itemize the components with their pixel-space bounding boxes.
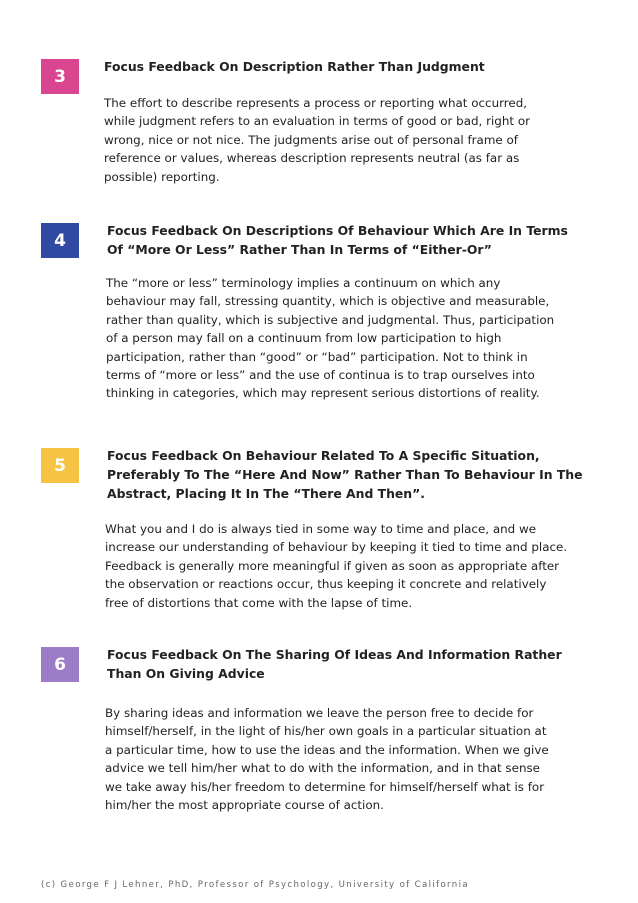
section-heading: Focus Feedback On The Sharing Of Ideas And Information Rather Than On Giving Advice bbox=[107, 647, 562, 681]
section-body: The effort to describe represents a process or reporting what occurred, while judgment refers to an evaluation in terms of good or bad, right or wrong, nice or not nice. The judgments arise out of personal frame of reference or values, whereas description represents neutral (as far as possible) reporting. bbox=[104, 96, 530, 184]
section-number-badge: 6 bbox=[41, 647, 79, 682]
section-number-badge: 4 bbox=[41, 223, 79, 258]
section-body: The “more or less” terminology implies a continuum on which any behaviour may fall, stressing quantity, which is objective and measurable, rather than quality, which is subjective and judgmental. Thus, participation of a person may fall on a continuum from low participation to high participation, rather than “good” or “bad” participation. Not to think in terms of “more or less” and the use of continua is to trap ourselves into thinking in categories, which may represent serious distortions of reality. bbox=[106, 276, 555, 401]
copyright-footer: (c) George F J Lehner, PhD, Professor of Psychology, University of California bbox=[41, 880, 469, 890]
section-body: What you and I do is always tied in some way to time and place, and we increase our understanding of behaviour by keeping it tied to time and place. Feedback is generally more meaningful if given as soon as appropriate after the observation or reactions occur, thus keeping it concrete and relatively free of distortions that come with the lapse of time. bbox=[105, 522, 568, 610]
section-body: By sharing ideas and information we leave the person free to decide for himself/herself, in the light of his/her own goals in a particular situation at a particular time, how to use the ideas and the information. When we give advice we tell him/her what to do with the information, and in that sense we take away his/her freedom to determine for himself/herself what is for him/her the most appropriate course of action. bbox=[105, 706, 549, 813]
section-heading: Focus Feedback On Descriptions Of Behaviour Which Are In Terms Of “More Or Less” Rather Than In Terms of “Either-Or” bbox=[107, 223, 568, 257]
section-number-badge: 3 bbox=[41, 59, 79, 94]
section-number-badge: 5 bbox=[41, 448, 79, 483]
section-heading: Focus Feedback On Description Rather Than Judgment bbox=[104, 59, 485, 74]
section-heading: Focus Feedback On Behaviour Related To A Specific Situation, Preferably To The “Here And Now” Rather Than To Behaviour In The Abstract, Placing It In The “There And Then”. bbox=[107, 448, 583, 501]
